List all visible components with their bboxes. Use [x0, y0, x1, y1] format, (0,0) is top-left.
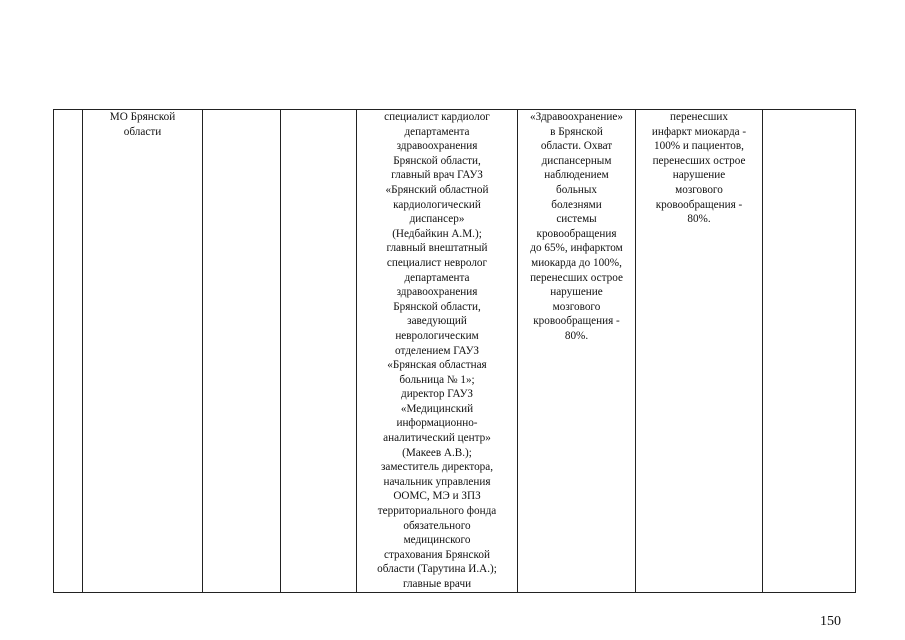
cell-responsible: [357, 110, 518, 593]
cell-region: [83, 110, 203, 593]
region-text: МО Брянской области: [109, 111, 176, 138]
cell-number: [54, 110, 83, 593]
data-table: [53, 109, 856, 593]
responsible-text: специалист кардиолог департамента здравоохранения Брянской области, главный врач ГАУЗ «Брянский областной кардиологический диспансер» (Недбайкин А.М.); главный внештатный специалист невролог департамента здравоохранения Брянской области, заведующий неврологическим отделением ГАУЗ «Брянская областная больница № 1»; директор ГАУЗ «Медицинский информационно- аналитический центр» (Макеев А.В.); заместитель директора, начальник управления ООМС, МЭ и ЗПЗ территориального фонда обязательного медицинского страхования Брянской области (Тарутина И.А.); главные врачи: [377, 111, 497, 590]
program-text: «Здравоохранение» в Брянской области. Охват диспансерным наблюдением больных болезнями системы кровообращения до 65%, инфарктом миокарда до 100%, перенесших острое нарушение мозгового кровообращения - 80%.: [530, 111, 623, 342]
cell-empty-8: [763, 110, 856, 593]
indicators-text: перенесших инфаркт миокарда - 100% и пациентов, перенесших острое нарушение мозгового кровообращения - 80%.: [651, 111, 747, 226]
cell-empty-3: [203, 110, 281, 593]
cell-program: [518, 110, 636, 593]
cell-indicators: [636, 110, 763, 593]
table-row: [54, 110, 856, 593]
page-number: 150: [820, 614, 841, 629]
cell-empty-4: [281, 110, 357, 593]
